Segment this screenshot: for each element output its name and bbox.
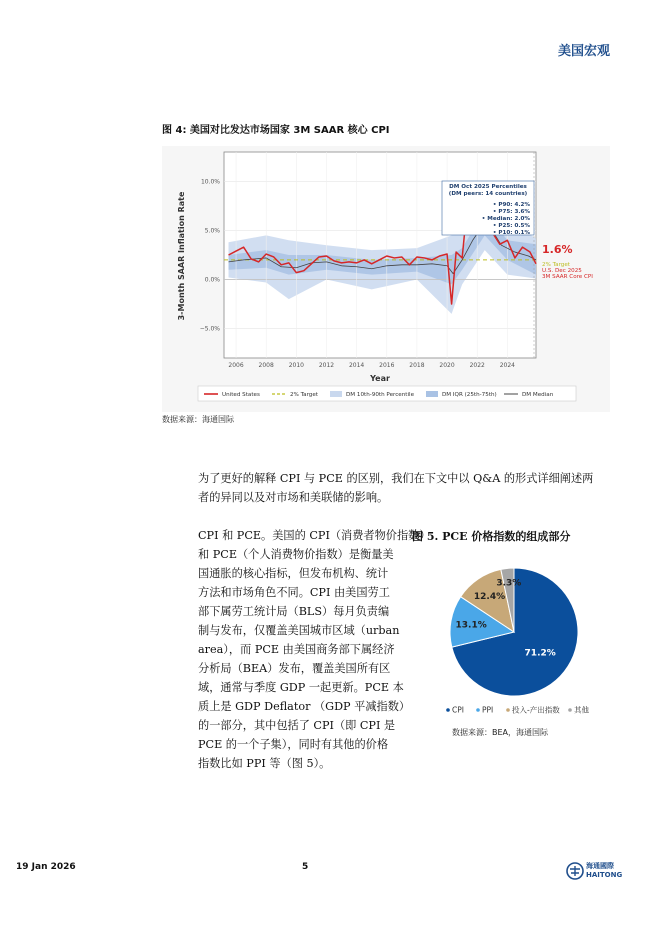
legend-p10p90: DM 10th-90th Percentile — [346, 392, 415, 398]
y-tick-label: 10.0% — [200, 178, 220, 186]
legend-median: DM Median — [522, 392, 554, 398]
logo-cn: 海通國際 — [586, 862, 614, 870]
body-line: 指数比如 PPI 等（图 5）。 — [198, 757, 331, 770]
body-line: 方法和市场角色不同。CPI 由美国劳工 — [198, 586, 390, 599]
annotation-p90: • P90: 4.2% — [492, 202, 530, 208]
x-axis-label: Year — [370, 374, 390, 383]
us-series-label: 3M SAAR Core CPI — [542, 274, 593, 280]
legend-swatch-iqr — [426, 391, 438, 397]
body-line: PCE 的一个子集），同时有其他的价格 — [198, 738, 389, 751]
annotation-median: • Median: 2.0% — [481, 216, 530, 222]
body-line: 的一部分，其中包括了 CPI（即 CPI 是 — [198, 719, 396, 732]
figure5-pie-svg — [440, 552, 620, 722]
pie-legend-swatch-2 — [506, 708, 510, 712]
figure5-source: 数据来源：BEA，海通国际 — [452, 728, 549, 737]
logo-en: HAITONG — [586, 871, 623, 879]
pie-legend-swatch-3 — [568, 708, 572, 712]
x-tick-label: 2008 — [258, 362, 274, 369]
annotation-subtitle: (DM peers: 14 countries) — [448, 191, 528, 197]
body-line: 质上是 GDP Deflator （GDP 平减指数） — [198, 700, 411, 713]
body-line: 国通胀的核心指标，但发布机构、统计 — [198, 567, 389, 580]
percentile-annotation-box — [442, 181, 534, 236]
us-date-label: U.S. Dec 2025 — [542, 268, 582, 274]
pie-label-3: 3.3% — [496, 578, 522, 589]
haitong-logo-icon — [566, 862, 584, 880]
body-first-line: CPI 和 PCE。美国的 CPI（消费者物价指数） — [198, 529, 431, 542]
legend-target: 2% Target — [290, 392, 318, 398]
x-tick-label: 2006 — [228, 362, 244, 369]
annotation-p10: • P10: 0.1% — [492, 230, 530, 236]
legend-iqr: DM IQR (25th-75th) — [442, 392, 497, 398]
body-line: 分析局（BEA）发布，覆盖美国所有区 — [198, 662, 391, 675]
legend-us: United States — [222, 392, 260, 398]
x-tick-label: 2014 — [348, 362, 365, 369]
annotation-p75: • P75: 3.6% — [492, 209, 530, 215]
body-line: 部下属劳工统计局（BLS）每月负责编 — [198, 605, 390, 618]
pie-legend-swatch-1 — [476, 708, 480, 712]
body-line: 和 PCE（个人消费物价指数）是衡量美 — [198, 548, 394, 561]
pie-label-1: 13.1% — [455, 620, 487, 631]
haitong-logo — [566, 860, 626, 882]
figure5-chart — [440, 552, 620, 722]
body-line: 制与发布，仅覆盖美国城市区域（urban — [198, 624, 400, 637]
figure4-chart — [162, 146, 610, 412]
x-tick-label: 2020 — [439, 362, 455, 369]
y-axis-label: 3-Month SAAR Inflation Rate — [177, 191, 186, 321]
intro-line: 为了更好的解释 CPI 与 PCE 的区别，我们在下文中以 Q&A 的形式详细阐述两 — [198, 472, 594, 485]
annotation-title: DM Oct 2025 Percentiles — [449, 184, 527, 190]
legend-swatch-p10p90 — [330, 391, 342, 397]
us-latest-value: 1.6% — [542, 243, 573, 256]
figure4-source: 数据来源：海通国际 — [162, 415, 234, 424]
intro-line: 者的异同以及对市场和美联储的影响。 — [198, 491, 389, 504]
pie-label-2: 12.4% — [473, 592, 506, 603]
body-paragraph — [198, 545, 416, 773]
intro-paragraph — [198, 469, 618, 507]
pie-legend-label-0: CPI — [452, 705, 464, 715]
x-tick-label: 2010 — [288, 362, 304, 369]
body-line: area），而 PCE 由美国商务部下属经济 — [198, 643, 395, 656]
y-tick-label: 0.0% — [204, 276, 220, 284]
pie-legend-swatch-0 — [446, 708, 450, 712]
y-tick-label: 5.0% — [204, 227, 220, 235]
x-tick-label: 2024 — [499, 362, 516, 369]
pie-legend-label-3: 其他 — [574, 705, 589, 715]
pie-legend-label-1: PPI — [482, 705, 494, 715]
annotation-p25: • P25: 0.5% — [492, 223, 530, 229]
figure4-title: 图 4: 美国对比发达市场国家 3M SAAR 核心 CPI — [162, 125, 390, 136]
figure4-chart-svg — [162, 146, 610, 412]
y-tick-label: −5.0% — [199, 325, 220, 333]
x-tick-label: 2016 — [379, 362, 395, 369]
header-title: 美国宏观 — [557, 44, 610, 59]
footer-date: 19 Jan 2026 — [16, 862, 76, 872]
pie-label-0: 71.2% — [524, 648, 556, 659]
page-number: 5 — [302, 862, 309, 872]
pie-legend-label-2: 投入-产出指数 — [512, 705, 560, 715]
x-tick-label: 2018 — [409, 362, 425, 369]
figure4-legend — [198, 386, 576, 401]
x-tick-label: 2012 — [318, 362, 335, 369]
target-label: 2% Target — [542, 262, 570, 268]
figure5-title: 图 5. PCE 价格指数的组成部分 — [412, 530, 571, 543]
body-line: 域，通常与季度 GDP 一起更新。PCE 本 — [198, 681, 404, 694]
x-tick-label: 2022 — [469, 362, 485, 369]
